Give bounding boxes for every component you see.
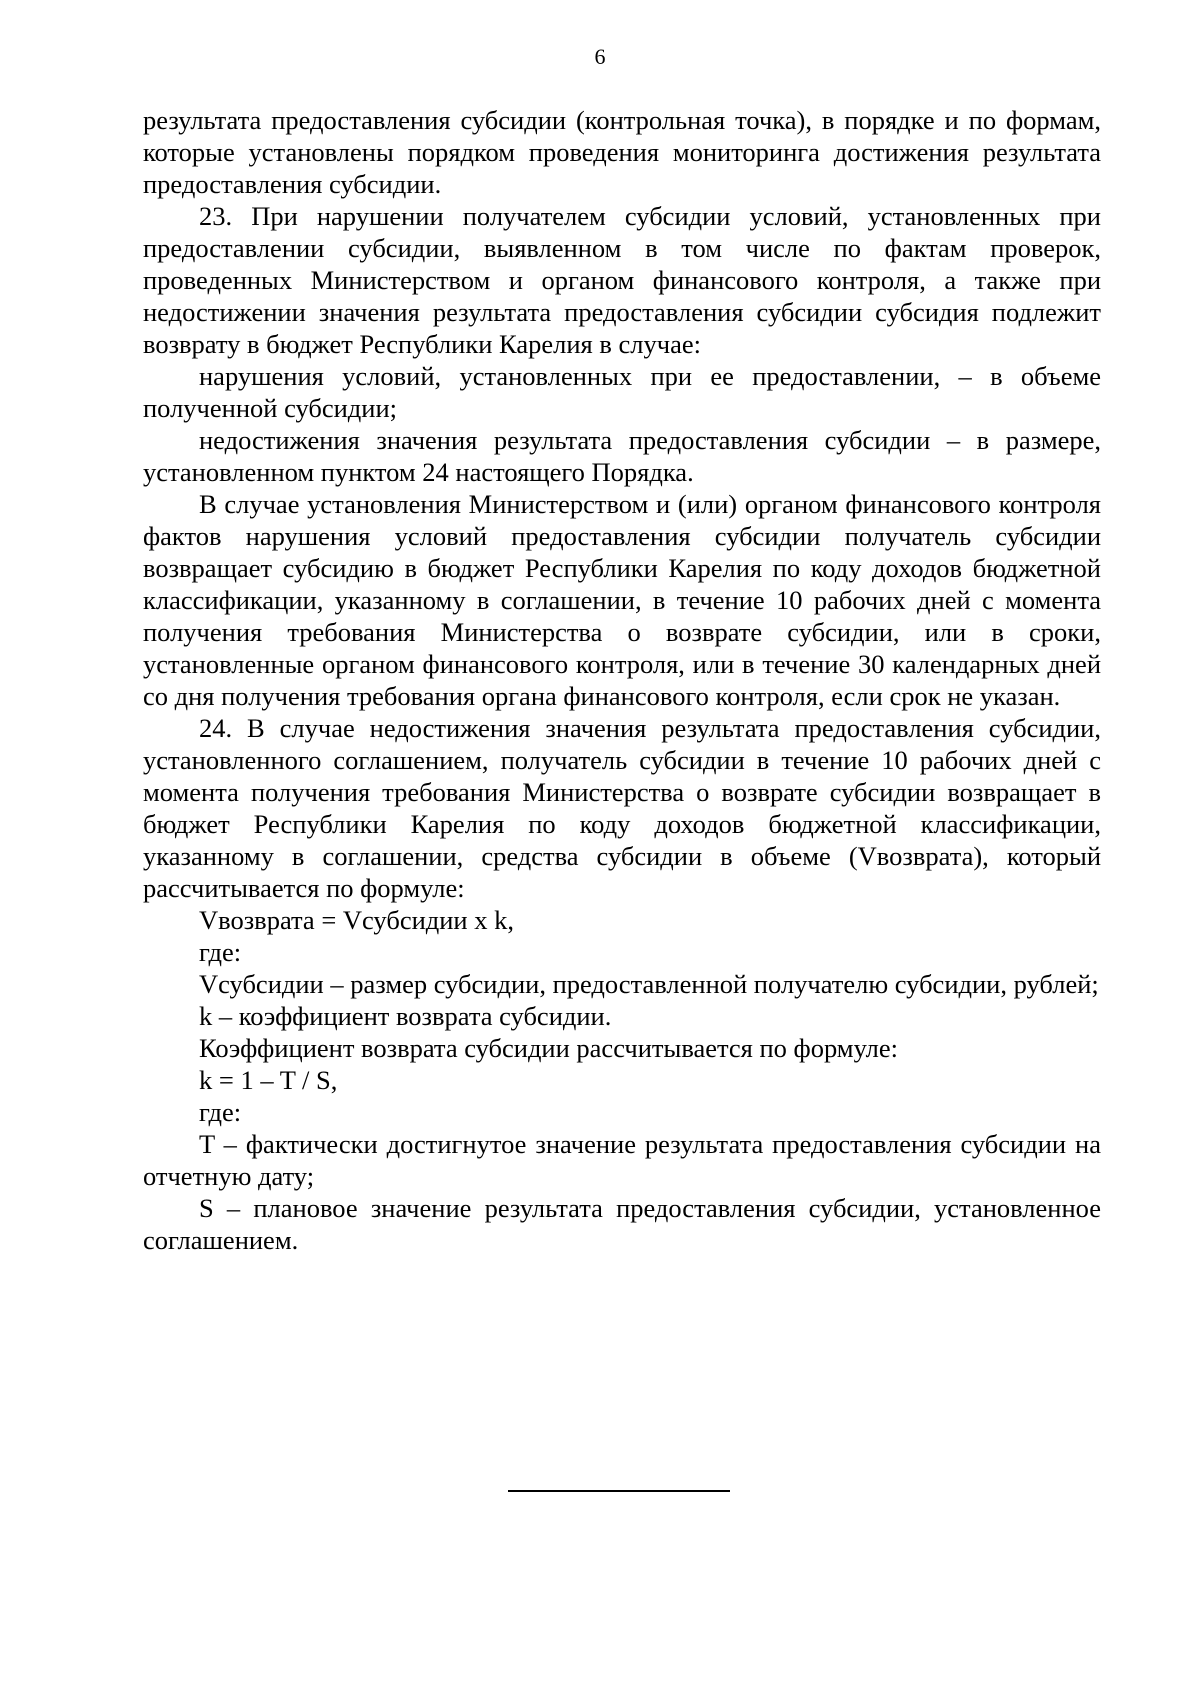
formula-coefficient: k = 1 – T / S, bbox=[199, 1065, 338, 1095]
page-number: 6 bbox=[594, 44, 606, 69]
definition-t: T – фактически достигнутое значение результата предоставления субсидии на отчетную дату; bbox=[143, 1129, 1101, 1191]
end-of-document-line bbox=[508, 1490, 730, 1492]
formula-refund-volume: Vвозврата = Vсубсидии x k, bbox=[199, 905, 514, 935]
where-label-2: где: bbox=[199, 1097, 242, 1127]
paragraph-refund-procedure: В случае установления Министерством и (или) органом финансового контроля фактов нарушения условий предоставления субсидии получатель субсидии возвращает субсидию в бюджет Республики Карелия по коду доходов бюджетной классификации, указанному в соглашении, в течение 10 рабочих дней с момента получения требования Министерства о возврате субсидии, или в сроки, установленные органом финансового контроля, или в течение 30 календарных дней со дня получения требования органа финансового контроля, если срок не указан. bbox=[143, 489, 1101, 711]
paragraph-non-achievement-case: недостижения значения результата предоставления субсидии – в размере, установленном пунктом 24 настоящего Порядка. bbox=[143, 425, 1101, 487]
definition-s: S – плановое значение результата предоставления субсидии, установленное соглашением. bbox=[143, 1193, 1101, 1255]
where-label-1: где: bbox=[199, 937, 242, 967]
paragraph-violation-case: нарушения условий, установленных при ее предоставлении, – в объеме полученной субсидии; bbox=[143, 361, 1101, 423]
document-body bbox=[143, 104, 1101, 1256]
definition-v-subsidy: Vсубсидии – размер субсидии, предоставленной получателю субсидии, рублей; bbox=[199, 969, 1099, 999]
definition-k: k – коэффициент возврата субсидии. bbox=[199, 1001, 612, 1031]
paragraph-clause-24: 24. В случае недостижения значения результата предоставления субсидии, установленного соглашением, получатель субсидии в течение 10 рабочих дней с момента получения требования Министерства о возврате субсидии возвращает в бюджет Республики Карелия по коду доходов бюджетной классификации, указанному в соглашении, средства субсидии в объеме (Vвозврата), который рассчитывается по формуле: bbox=[143, 713, 1101, 903]
paragraph-coefficient-intro: Коэффициент возврата субсидии рассчитывается по формуле: bbox=[199, 1033, 899, 1063]
paragraph-clause-23: 23. При нарушении получателем субсидии условий, установленных при предоставлении субсидии, выявленном в том числе по фактам проверок, проведенных Министерством и органом финансового контроля, а также при недостижении значения результата предоставления субсидии субсидия подлежит возврату в бюджет Республики Карелия в случае: bbox=[143, 201, 1101, 359]
paragraph-continuation: результата предоставления субсидии (контрольная точка), в порядке и по формам, которые установлены порядком проведения мониторинга достижения результата предоставления субсидии. bbox=[143, 105, 1101, 199]
